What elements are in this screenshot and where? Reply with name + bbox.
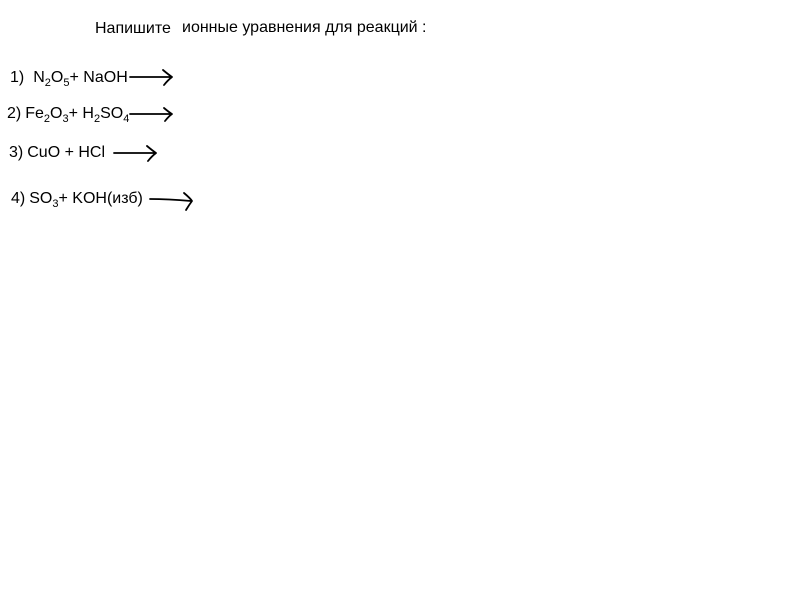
formula-text: SO bbox=[100, 105, 124, 122]
formula-text: + H bbox=[68, 105, 94, 122]
equation-4 bbox=[11, 190, 143, 210]
equation-number: 2) bbox=[7, 105, 22, 122]
formula-subscript: 5 bbox=[63, 77, 70, 89]
equation-3 bbox=[9, 145, 105, 161]
formula-text: O bbox=[50, 105, 63, 122]
arrow-right-icon bbox=[148, 189, 198, 213]
title-write: Напишите bbox=[95, 20, 171, 37]
formula-text: CuO + HCl bbox=[27, 144, 106, 161]
formula-subscript: 3 bbox=[52, 198, 59, 210]
equation-number: 3) bbox=[9, 144, 24, 161]
formula-text: O bbox=[50, 69, 64, 86]
formula-subscript: 2 bbox=[43, 113, 51, 125]
formula-text: N bbox=[33, 69, 45, 86]
formula-subscript: 2 bbox=[93, 113, 101, 125]
arrow-right-icon bbox=[128, 66, 178, 88]
equation-number: 4) bbox=[11, 190, 26, 207]
formula-text: + NaOH bbox=[69, 69, 128, 86]
equation-1 bbox=[10, 69, 128, 89]
formula-text: + KOH(изб) bbox=[58, 190, 143, 207]
formula-text: Fe bbox=[25, 105, 44, 122]
formula-subscript: 3 bbox=[62, 113, 69, 125]
formula-text: SO bbox=[29, 190, 53, 207]
formula-subscript: 2 bbox=[44, 77, 51, 89]
formula-subscript: 4 bbox=[123, 113, 130, 125]
equation-number: 1) bbox=[10, 69, 25, 86]
arrow-right-icon bbox=[128, 103, 178, 125]
arrow-right-icon bbox=[112, 142, 162, 164]
equation-2 bbox=[7, 105, 130, 125]
title-task: ионные уравнения для реакций : bbox=[182, 19, 427, 36]
